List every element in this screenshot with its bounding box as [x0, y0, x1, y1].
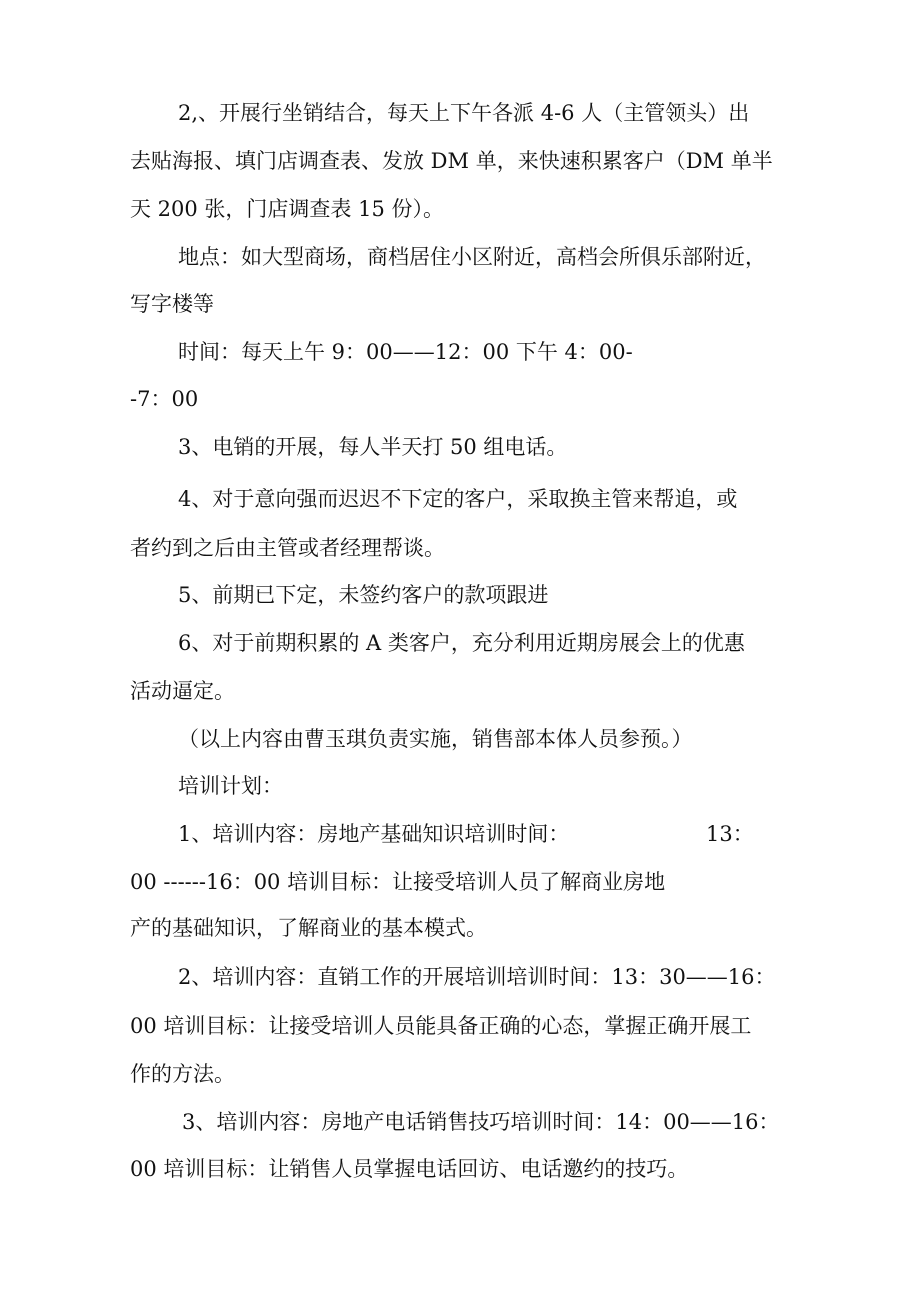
- text-line: 4、对于意向强而迟迟不下定的客户，采取换主管来帮追，或: [178, 487, 738, 511]
- text-line: 1、培训内容：房地产基础知识培训时间：: [178, 822, 570, 846]
- text-line: 00 ------16：00 培训目标：让接受培训人员了解商业房地: [130, 870, 666, 894]
- text-line: 6、对于前期积累的 A 类客户，充分利用近期房展会上的优惠: [178, 631, 745, 655]
- text-line: 去贴海报、填门店调查表、发放 DM 单，来快速积累客户（DM 单半: [130, 149, 773, 173]
- text-line: 天 200 张，门店调查表 15 份）。: [130, 197, 445, 221]
- text-line: 培训计划：: [178, 774, 283, 798]
- text-line: 2,、开展行坐销结合，每天上下午各派 4-6 人（主管领头）出: [178, 101, 750, 125]
- text-line: 产的基础知识，了解商业的基本模式。: [130, 916, 487, 940]
- text-line: 写字楼等: [130, 292, 214, 316]
- text-line: 3、电销的开展，每人半天打 50 组电话。: [178, 435, 568, 459]
- text-line: -7：00: [130, 387, 199, 411]
- text-line: 00 培训目标：让接受培训人员能具备正确的心态，掌握正确开展工: [130, 1014, 752, 1038]
- text-line: 5、前期已下定，未签约客户的款项跟进: [178, 583, 549, 607]
- text-line: 3、培训内容：房地产电话销售技巧培训时间：14：00——16：: [182, 1110, 780, 1134]
- text-line: （以上内容由曹玉琪负责实施，销售部本体人员参预。）: [178, 727, 693, 751]
- text-line: 00 培训目标：让销售人员掌握电话回访、电话邀约的技巧。: [130, 1157, 689, 1181]
- text-line: 者约到之后由主管或者经理帮谈。: [130, 536, 445, 560]
- text-line: 时间：每天上午 9：00——12：00 下午 4：00-: [178, 340, 633, 364]
- text-line: 2、培训内容：直销工作的开展培训培训时间：13：30——16：: [178, 965, 776, 989]
- text-line: 作的方法。: [130, 1062, 235, 1086]
- text-line-tail: 13：: [706, 822, 754, 846]
- text-line: 活动逼定。: [130, 679, 235, 703]
- text-line: 地点：如大型商场，商档居住小区附近，高档会所俱乐部附近，: [178, 245, 766, 269]
